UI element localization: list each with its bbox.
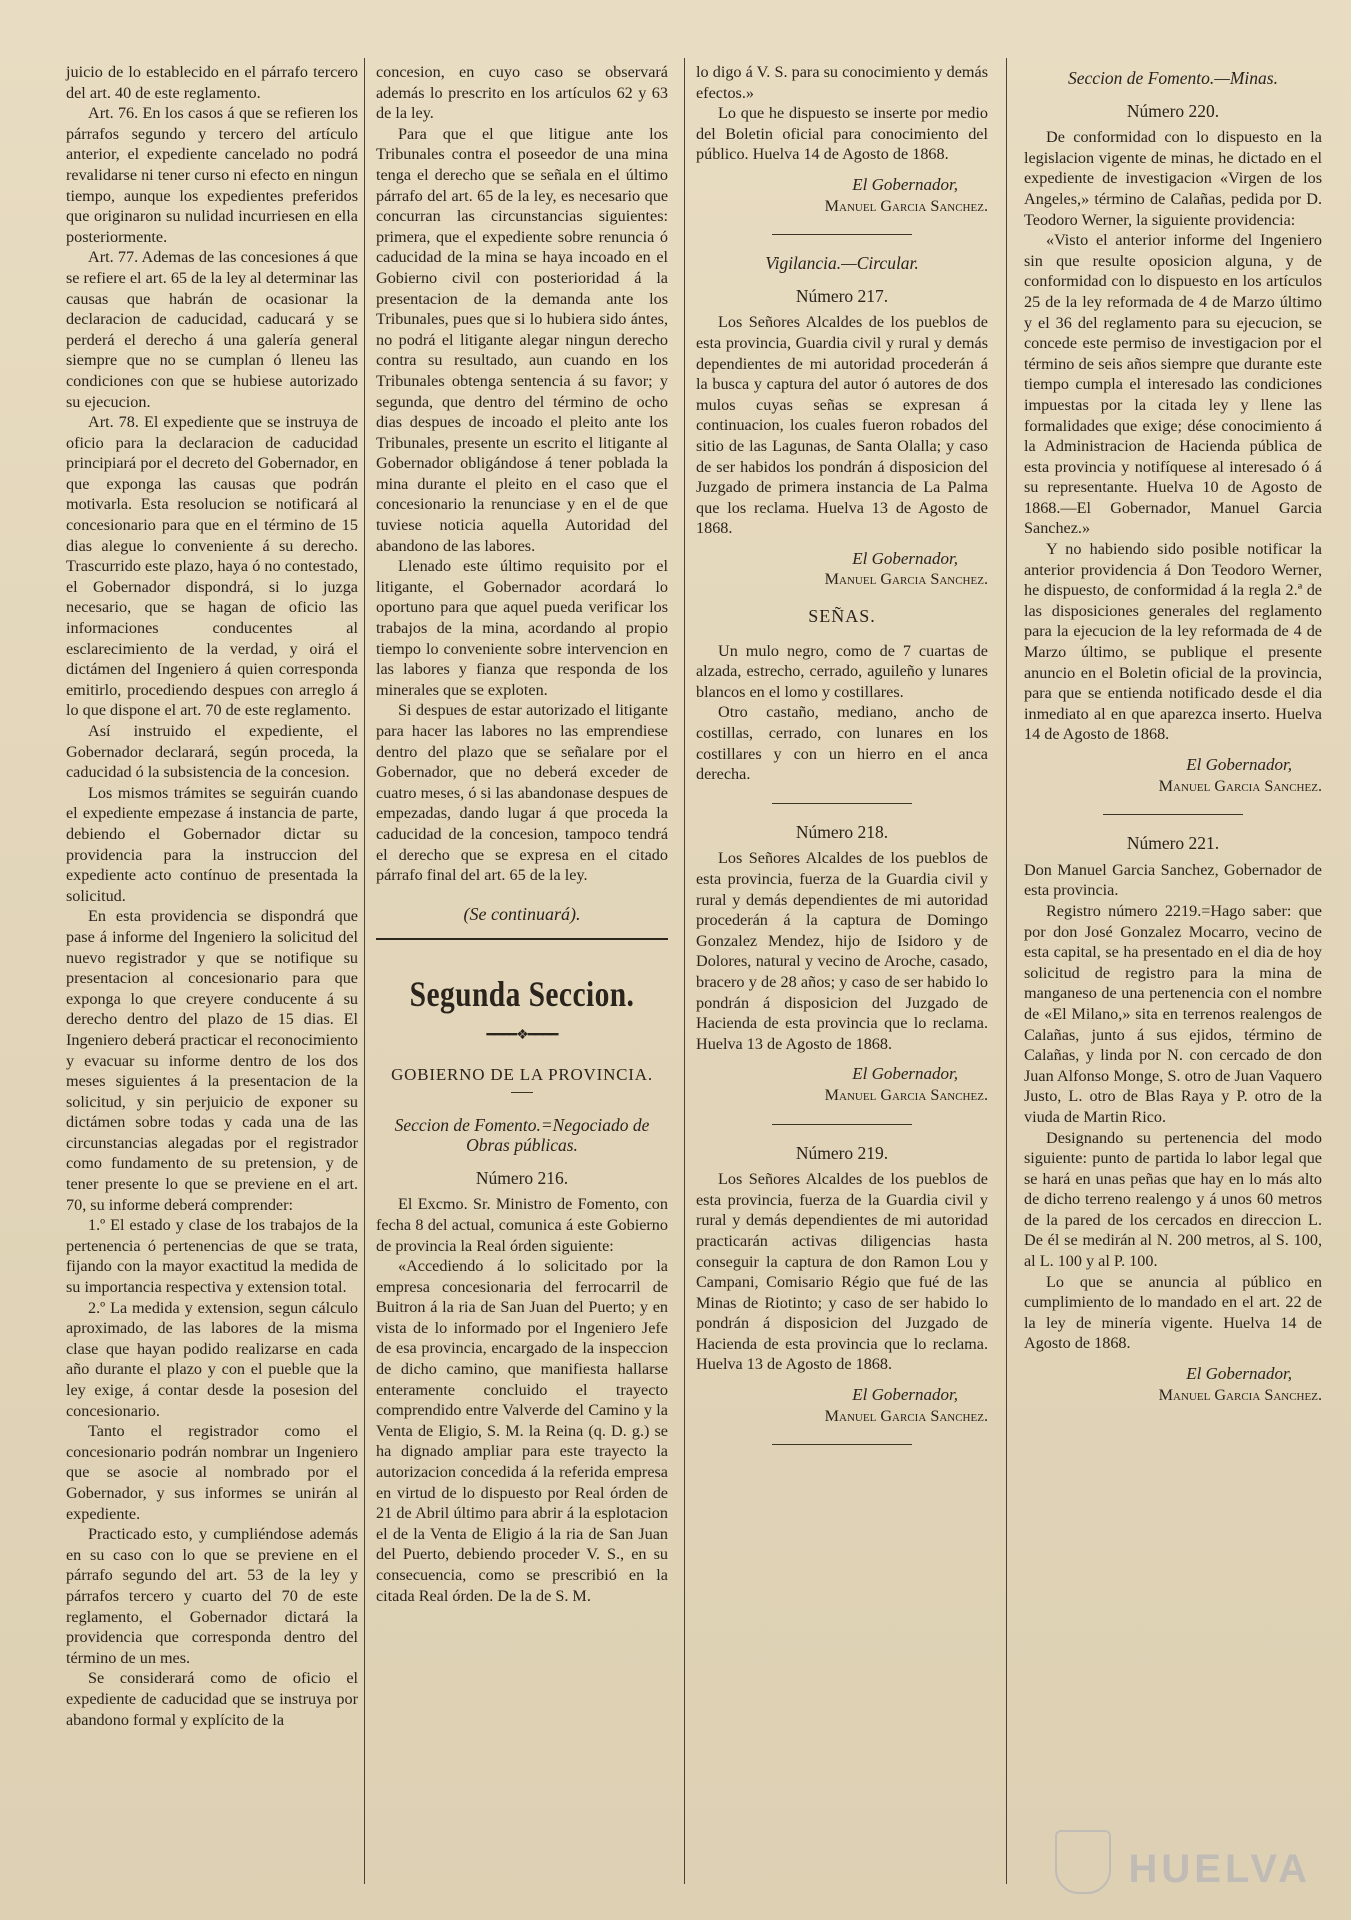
paragraph: Y no habiendo sido posible notificar la anterior providencia á Don Teodoro Werner, he dispuesto, de conformidad á la regla 2.ª de las disposiciones generales del reglamento para la ejecucion de la ley reformada de 4 de Marzo último, se publique el presente anuncio en el Boletin oficial de la provincia, para que se entienda notificado desde el dia inmediato al en que aparezca inserto. Huelva 14 de Agosto de 1868. (1024, 540, 1322, 744)
paragraph: Si despues de estar autorizado el litigante para hacer las labores no las emprendiese dentro del plazo que se señalare por el Gobernador, que no deberá exceder de cuatro meses, ó si las abandonase despues de empezadas, dando lugar á que proceda la caducidad de la concesion, tampoco tendrá el derecho que se expresa en el citado párrafo final del art. 65 de la ley. (376, 701, 668, 885)
signature-title: El Gobernador, (852, 1385, 958, 1405)
ornament-divider: ━━━━❖━━━━ (486, 1028, 558, 1044)
paragraph: lo digo á V. S. para su conocimiento y demás efectos.» (696, 63, 988, 102)
senas-heading: SEÑAS. (808, 606, 876, 627)
continued-note: (Se continuará). (463, 903, 581, 924)
number-221: Número 221. (1126, 833, 1220, 854)
article-77: Art. 77. Ademas de las concesiones á que se refiere el art. 65 de la ley al determinar las causas que habrán de ocasionar la declaracion de caducidad, caducará y se perderá el derecho á una galería general siempre que no se cumplan ó lleneu las condiciones con que se hubiese autorizado su ejecucion. (66, 248, 358, 411)
government-heading: GOBIERNO DE LA PROVINCIA. (391, 1064, 653, 1084)
paragraph: Los Señores Alcaldes de los pueblos de esta provincia, Guardia civil y rural y demás dependientes de mi autoridad procederán á la busca y captura del autor ó autores de dos mulos cuyas señas se expresan á continuacion, los cuales fueron robados del sitio de las Lagunas, de Santa Olalla; y caso de ser habidos los pondrán á disposicion del Juzgado de primera instancia de La Palma que los reclama. Huelva 13 de Agosto de 1868. (696, 313, 988, 538)
column-4 (1024, 62, 1322, 1411)
paragraph: Practicado esto, y cumpliéndose además en su caso con lo que se previene en el párrafo segundo del art. 53 de la ley y párrafos tercero y cuarto del 70 de este reglamento, el Gobernador dictará la providencia que corresponda dentro del término de un mes. (66, 1525, 358, 1667)
divider (772, 803, 912, 804)
paragraph: concesion, en cuyo caso se observará además lo prescrito en los artículos 62 y 63 de la ley. (376, 63, 668, 123)
column-divider (364, 58, 365, 1884)
paragraph: El Excmo. Sr. Ministro de Fomento, con fecha 8 del actual, comunica á este Gobierno de provincia la Real órden siguiente: (376, 1195, 668, 1255)
signature-name: Manuel Garcia Sanchez. (824, 570, 988, 589)
column-3 (696, 62, 988, 1463)
paragraph: Designando su pertenencia del modo siguiente: punto de partida lo labor legal que se hará en unas peñas que hay en lo más alto de dicho terreno realengo y á unos 60 metros de la pared de los cercados en direccion L. De él se medirán al N. 200 metros, al S. 100, al L. 100 y al P. 100. (1024, 1128, 1322, 1271)
paragraph: «Visto el anterior informe del Ingeniero sin que resulte oposicion alguna, y de conformidad con lo dispuesto en los artículos 25 de la ley reformada de 4 de Marzo último y el 36 del reglamento para su ejecucion, se concede este permiso de investigacion por el término de seis años siempre que durante este tiempo cumpla el interesado las condiciones impuestas por la citada ley y llene las formalidades que exige; dése conocimiento á la Administracion de Hacienda pública de esta provincia y notifíquese al interesado ó á su representante. Huelva 10 de Agosto de 1868.—El Gobernador, Manuel Garcia Sanchez.» (1024, 231, 1322, 538)
paragraph: Lo que se anuncia al público en cumplimiento de lo mandado en el art. 22 de la ley de minería vigente. Huelva 14 de Agosto de 1868. (1024, 1272, 1322, 1353)
paragraph: juicio de lo establecido en el párrafo tercero del art. 40 de este reglamento. (66, 63, 358, 102)
short-divider (511, 1092, 533, 1093)
paragraph: Llenado este último requisito por el litigante, el Gobernador acordará lo oportuno para que aquel pueda verificar los trabajos de la mina, acordando al propio tiempo lo conveniente sobre intervencion en las labores y fianza que responda de los minerales que se exploten. (376, 557, 668, 699)
divider (1103, 814, 1243, 815)
divider (772, 234, 912, 235)
paragraph: Lo que he dispuesto se inserte por medio del Boletin oficial para conocimiento del público. Huelva 14 de Agosto de 1868. (696, 104, 988, 164)
signature-name: Manuel Garcia Sanchez. (824, 1406, 988, 1425)
number-216: Número 216. (475, 1167, 569, 1188)
number-218: Número 218. (795, 821, 889, 842)
signature-name: Manuel Garcia Sanchez. (824, 196, 988, 215)
divider (772, 1444, 912, 1445)
paragraph: Otro castaño, mediano, ancho de costillas, cerrado, con lunares en los costillares y con un hierro en el anca derecha. (696, 703, 988, 784)
archive-seal-icon (1055, 1830, 1111, 1894)
column-1 (66, 62, 358, 1730)
signature-title: El Gobernador, (1186, 1364, 1292, 1384)
signature-name: Manuel Garcia Sanchez. (824, 1085, 988, 1104)
fomento-heading: Seccion de Fomento.=Negociado de Obras públicas. (394, 1114, 650, 1156)
signature-title: El Gobernador, (852, 174, 958, 194)
paragraph: De conformidad con lo dispuesto en la legislacion vigente de minas, he dictado en el expediente de investigacion «Virgen de los Angeles,» término de Calañas, pedida por D. Teodoro Werner, la siguiente providencia: (1024, 128, 1322, 229)
paragraph: Se considerará como de oficio el expediente de caducidad que se instruya por abandono formal y explícito de la (66, 1669, 358, 1729)
archive-watermark: HUELVA (1128, 1847, 1311, 1891)
paragraph: Los mismos trámites se seguirán cuando el expediente empezase á instancia de parte, debiendo el Gobernador dictar su providencia para la instruccion del expediente acto contínuo de presentada la solicitud. (66, 783, 358, 905)
paragraph: Registro número 2219.=Hago saber: que por don José Gonzalez Mocarro, vecino de esta capital, se ha presentado en el dia de hoy solicitud de registro para la mina de manganeso de una pertenencia con el nombre de «El Milano,» sita en terrenos realengos de Calañas, junto á sus ejidos, término de Calañas, y linda por N. con cercado de don Juan Alfonso Monge, S. otro de Juan Vaquero Justo, L. otro de Blas Raya y P. otro de la viuda de Martin Rico. (1024, 901, 1322, 1126)
minas-heading: Seccion de Fomento.—Minas. (1068, 68, 1278, 88)
paragraph: Para que el que litigue ante los Tribunales contra el poseedor de una mina tenga el derecho que se señala en el último párrafo del art. 65 de la ley, es necesario que concurran las circunstancias siguientes: primera, que el expediente sobre renuncia ó caducidad de la mina se haya incoado en el Gobierno civil con posterioridad á la presentacion de la demanda ante los Tribunales, pues que si lo hubiera sido ántes, no podrá el litigante alegar ningun derecho contra su resultado, aun cuando en los Tribunales obtenga sentencia á su favor; y segunda, que dentro del término de ocho dias despues de incoado el pleito ante los Tribunales, presente un escrito el litigante al Gobernador obligándose á tener poblada la mina durante el pleito en el caso que el concesionario la renunciase y en el de que tuviese noticia aquella Autoridad del abandono de las labores. (376, 124, 668, 555)
divider (772, 1124, 912, 1125)
column-divider (684, 58, 685, 1884)
paragraph: Don Manuel Garcia Sanchez, Gobernador de esta provincia. (1024, 860, 1322, 900)
paragraph: Los Señores Alcaldes de los pueblos de esta provincia, fuerza de la Guardia civil y rural y demás dependientes de mi autoridad practicarán activas diligencias hasta conseguir la captura de don Ramon Lou y Campani, Comisario Régio que fué de las Minas de Riotinto; y caso de ser habido lo pondrán á disposicion del Juzgado de Hacienda de esta provincia que lo reclama. Huelva 13 de Agosto de 1868. (696, 1170, 988, 1374)
section-divider (376, 938, 668, 940)
signature-name: Manuel Garcia Sanchez. (1158, 776, 1322, 795)
paragraph: Los Señores Alcaldes de los pueblos de esta provincia, fuerza de la Guardia civil y rural y demás dependientes de mi autoridad procederán á la captura de Domingo Gonzalez Mendez, hijo de Isidoro y de Dolores, natural y vecino de Aroche, casado, bracero y de 28 años; y caso de ser habido lo pondrán á disposicion del Juzgado de Hacienda de esta provincia que lo reclama. Huelva 13 de Agosto de 1868. (696, 849, 988, 1053)
column-2 (376, 62, 668, 1606)
paragraph: Tanto el registrador como el concesionario podrán nombrar un Ingeniero que se asocie al nombrado por el Gobernador, y sus informes se unirán al expediente. (66, 1422, 358, 1523)
paragraph: Un mulo negro, como de 7 cuartas de alzada, estrecho, cerrado, aguileño y lunares blancos en el lomo y costillares. (696, 641, 988, 701)
paragraph: 1.º El estado y clase de los trabajos de la pertenencia ó pertenencias de que se trata, fijando con la mayor exactitud la medida de su importancia respectiva y extension total. (66, 1216, 358, 1297)
paragraph: Así instruido el expediente, el Gobernador declarará, según proceda, la caducidad ó la subsistencia de la concesion. (66, 722, 358, 782)
number-219: Número 219. (795, 1142, 889, 1163)
article-76: Art. 76. En los casos á que se refieren los párrafos segundo y tercero del artículo anterior, el expediente cancelado no podrá revalidarse ni tener curso ni efecto en ningun tiempo, aunque los expedientes preferidos que originaron su nulidad incurriesen en ella posteriormente. (66, 104, 358, 246)
signature-title: El Gobernador, (852, 1064, 958, 1084)
paragraph: «Accediendo á lo solicitado por la empresa concesionaria del ferrocarril de Buitron á la ria de San Juan del Puerto; y en vista de lo informado por el Ingeniero Jefe de esa provincia, encargado de la inspeccion de dicho camino, que manifiesta hallarse enteramente concluido el trayecto comprendido entre Valverde del Camino y la Venta de Eligio, S. M. la Reina (q. D. g.) se ha dignado ampliar para este trayecto la autorizacion concedida á la referida empresa en virtud de lo dispuesto por Real órden de 21 de Abril último para abrir á la esplotacion el de la Venta de Eligio á la ria de San Juan del Puerto, debiendo proceder V. S., en su consecuencia, como se prescribió en la citada Real órden. De la de S. M. (376, 1257, 668, 1605)
signature-title: El Gobernador, (1186, 755, 1292, 774)
section-title: Segunda Seccion. (409, 974, 635, 1015)
paragraph: En esta providencia se dispondrá que pase á informe del Ingeniero la solicitud del nuevo registrador y que se notifique su presentacion al concesionario para que exponga lo que creyere conducente á su derecho dentro del plazo de 15 dias. El Ingeniero deberá practicar el reconocimiento y evacuar su informe dentro de los dos meses siguientes á la presentacion de la solicitud, y sin perjuicio de exponer su dictámen sobre todas y cada una de las circunstancias alegadas por el registrador como fundamento de su pretension, y de tener presente lo que se previene en el art. 70, su informe deberá comprender: (66, 907, 358, 1214)
signature-title: El Gobernador, (852, 548, 958, 568)
vigilancia-heading: Vigilancia.—Circular. (765, 253, 919, 274)
article-78: Art. 78. El expediente que se instruya de oficio para la declaracion de caducidad principiará por el decreto del Gobernador, en que exponga las causas que podrán motivarla. Esta resolucion se notificará al concesionario para que en el término de 15 dias alegue lo conveniente á su derecho. Trascurrido este plazo, haya ó no contestado, el Gobernador dispondrá, si lo juzga necesario, que se hagan de oficio las informaciones conducentes al esclarecimiento de la verdad, y oirá el dictámen del Ingeniero á quien corresponda emitirlo, procediendo despues con arreglo á lo que dispone el art. 70 de este reglamento. (66, 413, 358, 720)
number-220: Número 220. (1126, 100, 1220, 121)
signature-name: Manuel Garcia Sanchez. (1158, 1385, 1322, 1404)
column-divider (1006, 58, 1007, 1884)
paragraph: 2.º La medida y extension, segun cálculo aproximado, de las labores de la misma clase que hayan podido realizarse en cada año durante el plazo y con el pueble que la ley exige, á contar desde la posesion del concesionario. (66, 1298, 358, 1420)
number-217: Número 217. (795, 285, 889, 306)
